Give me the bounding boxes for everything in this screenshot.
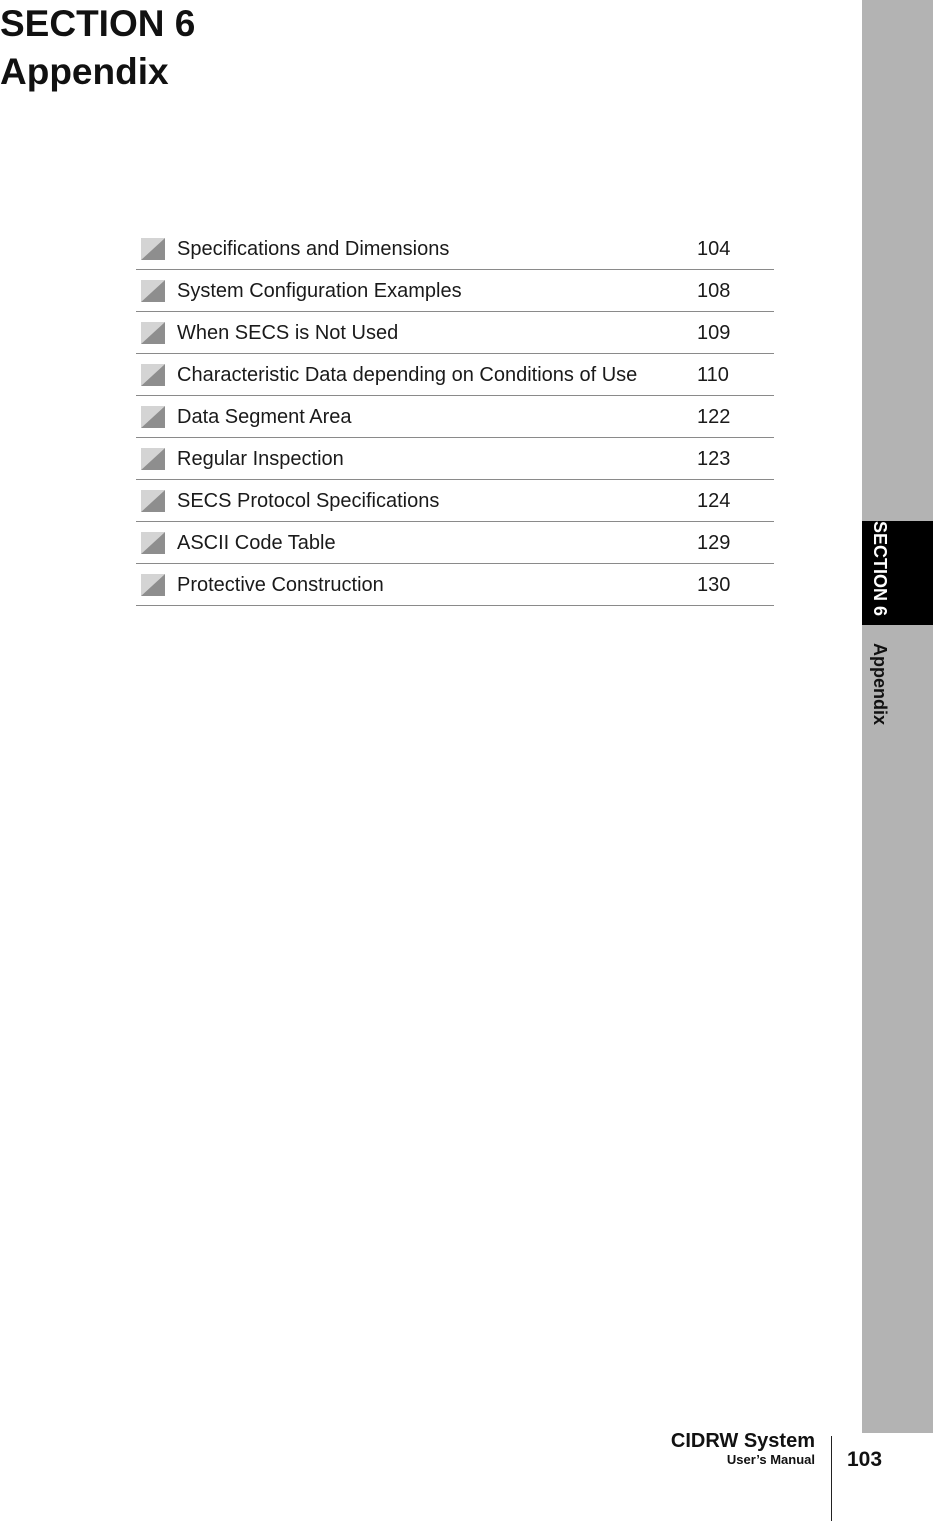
toc-item-title: SECS Protocol Specifications: [177, 490, 440, 512]
toc-item-title: Specifications and Dimensions: [177, 238, 450, 260]
toc-item-specifications-and-dimensions[interactable]: [136, 228, 774, 270]
bevel-square-icon: [141, 532, 165, 554]
toc-item-ascii-code-table[interactable]: [136, 522, 774, 564]
toc-item-title: Characteristic Data depending on Conditions of Use: [177, 364, 638, 386]
table-of-contents: [136, 228, 774, 606]
toc-item-characteristic-data[interactable]: [136, 354, 774, 396]
toc-item-system-configuration-examples[interactable]: [136, 270, 774, 312]
bevel-square-icon: [141, 280, 165, 302]
side-tab-section-label: SECTION 6: [870, 521, 890, 617]
toc-item-page: 108: [697, 280, 731, 302]
toc-item-page: 124: [697, 490, 731, 512]
toc-item-title: Data Segment Area: [177, 406, 352, 428]
toc-item-title: ASCII Code Table: [177, 532, 336, 554]
side-tab-chapter-label: Appendix: [870, 643, 890, 726]
toc-item-data-segment-area[interactable]: [136, 396, 774, 438]
toc-item-page: 122: [697, 406, 731, 428]
bevel-square-icon: [141, 490, 165, 512]
toc-item-secs-protocol-specifications[interactable]: [136, 480, 774, 522]
toc-item-title: System Configuration Examples: [177, 280, 462, 302]
bevel-square-icon: [141, 238, 165, 260]
bevel-square-icon: [141, 448, 165, 470]
toc-item-page: 129: [697, 532, 731, 554]
footer-product: CIDRW System: [670, 1430, 815, 1452]
footer-manual: User’s Manual: [726, 1452, 815, 1467]
toc-item-page: 109: [697, 322, 731, 344]
toc-item-page: 123: [697, 448, 731, 470]
toc-item-title: When SECS is Not Used: [177, 322, 399, 344]
toc-item-regular-inspection[interactable]: [136, 438, 774, 480]
toc-item-page: 110: [697, 364, 729, 386]
page-number: 103: [847, 1448, 883, 1471]
section-title: Appendix: [0, 51, 169, 92]
bevel-square-icon: [141, 322, 165, 344]
toc-item-page: 104: [697, 238, 731, 260]
toc-item-page: 130: [697, 574, 731, 596]
bevel-square-icon: [141, 364, 165, 386]
toc-item-when-secs-is-not-used[interactable]: [136, 312, 774, 354]
toc-item-title: Regular Inspection: [177, 448, 344, 470]
bevel-square-icon: [141, 574, 165, 596]
bevel-square-icon: [141, 406, 165, 428]
section-heading: [0, 0, 195, 96]
toc-item-protective-construction[interactable]: [136, 564, 774, 606]
footer-divider: [831, 1436, 832, 1521]
footer-brand: [620, 1430, 815, 1468]
section-number: SECTION 6: [0, 3, 196, 44]
toc-item-title: Protective Construction: [177, 574, 384, 596]
